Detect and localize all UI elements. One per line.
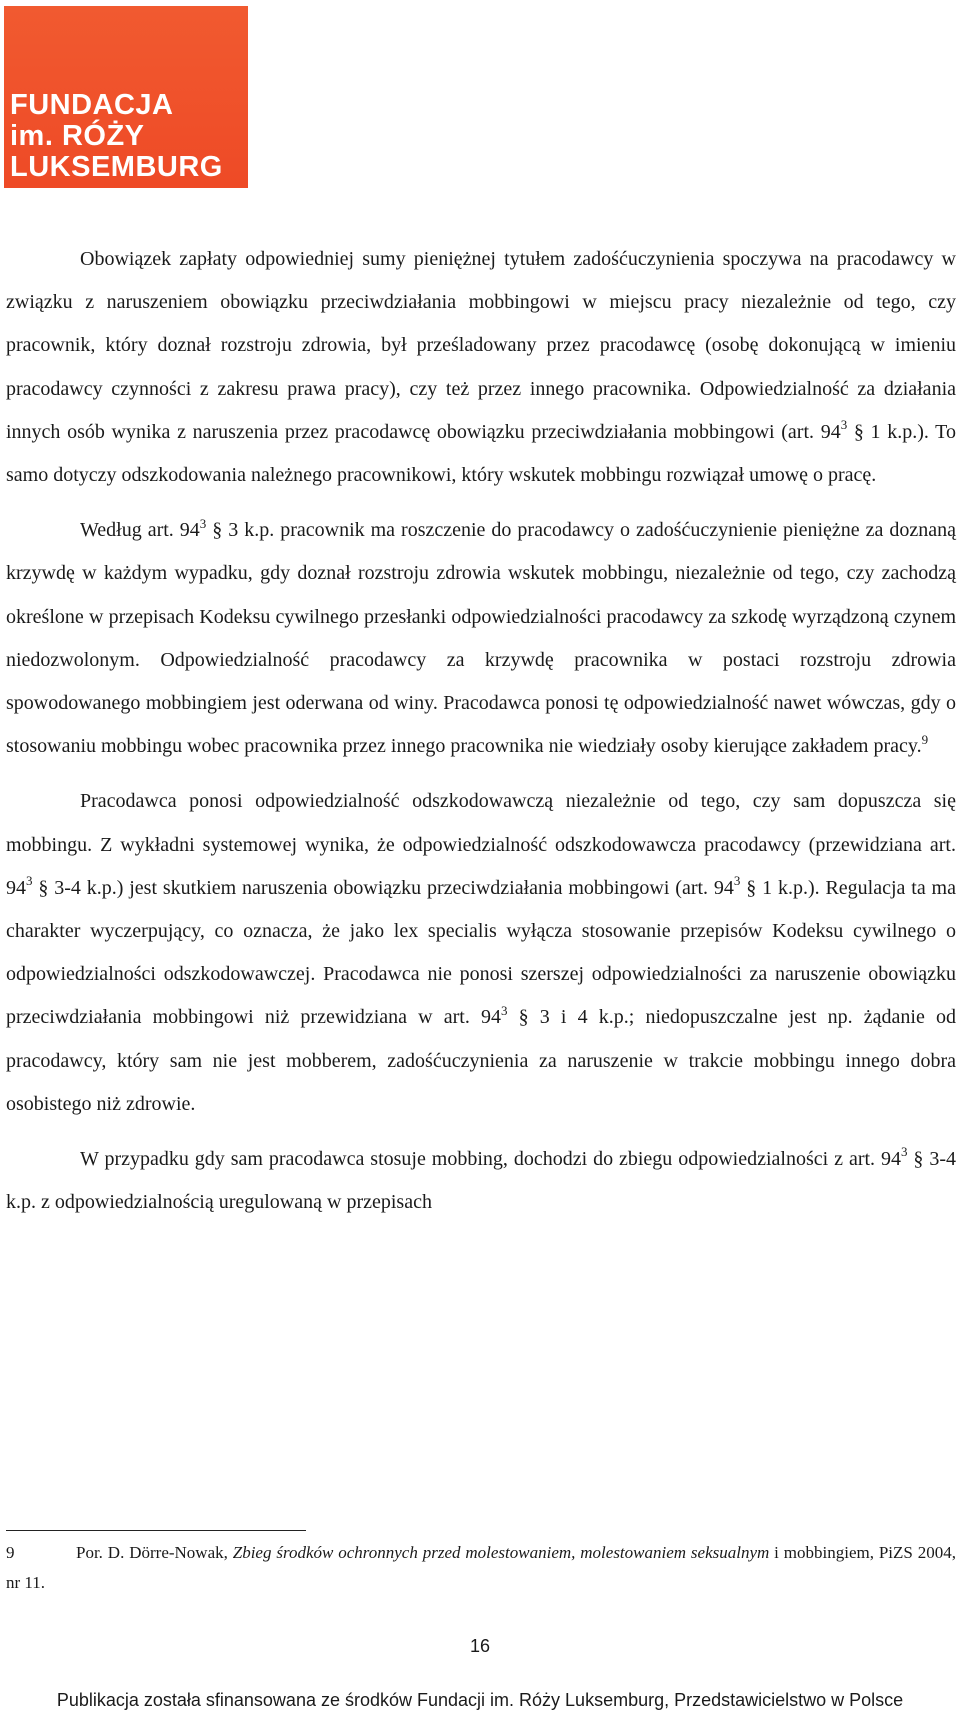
superscript: 3: [501, 1002, 508, 1018]
logo-line-2: im. RÓŻY: [10, 120, 145, 152]
superscript: 3: [840, 417, 848, 433]
paragraph-1: [6, 238, 956, 497]
paragraph-3-text-a: Pracodawca ponosi odpowiedzialność odszkodowawczą niezależnie od tego, czy sam dopuszcza się mobbingu. Z wykładni systemowej wynika, że odpowiedzialność odszkodowawcza pracodawcy (przewidziana art. 94: [6, 790, 956, 899]
logo-text: [10, 90, 223, 183]
logo-line-3: LUKSEMBURG: [10, 151, 223, 183]
page-footer: Publikacja została sfinansowana ze środków Fundacji im. Róży Luksemburg, Przedstawicielstwo w Polsce: [56, 1690, 904, 1710]
paragraph-3-text-b: § 3-4 k.p.) jest skutkiem naruszenia obowiązku przeciwdziałania mobbingowi (art. 94: [32, 876, 734, 899]
superscript: 3: [26, 873, 33, 889]
paragraph-3-text-d: § 3 i 4 k.p.; niedopuszczalne jest np. żądanie od pracodawcy, który sam nie jest mobberem, zadośćuczynienia za naruszenie w trakcie mobbingu innego dobra osobistego niż zdrowie.: [6, 1006, 957, 1115]
footnote-title: Zbieg środków ochronnych przed molestowaniem, molestowaniem seksualnym: [232, 1543, 770, 1562]
paragraph-4: [6, 1138, 956, 1224]
paragraph-2-text-b: § 3 k.p. pracownik ma roszczenie do pracodawcy o zadośćuczynienie pieniężne za doznaną krzywdę w każdym wypadku, gdy doznał rozstroju zdrowia wskutek mobbingu, niezależnie od tego, czy zachodzą określone w przepisach Kodeksu cywilnego przesłanki odpowiedzialności pracodawcy za szkodę wyrządzoną czynem niedozwolonym. Odpowiedzialność pracodawcy za krzywdę pracownika w postaci rozstroju zdrowia spowodowanego mobbingiem jest oderwana od winy. Pracodawca ponosi tę odpowiedzialność nawet wówczas, gdy o stosowaniu mobbingu wobec pracownika przez innego pracownika nie wiedziały osoby kierujące zakładem pracy.: [6, 519, 956, 758]
footnote: [6, 1538, 956, 1598]
document-body: [6, 238, 956, 1224]
paragraph-4-text-a: W przypadku gdy sam pracodawca stosuje mobbing, dochodzi do zbiegu odpowiedzialności z art. 94: [80, 1148, 901, 1171]
footnote-text-before: Por. D. Dörre-Nowak,: [76, 1543, 233, 1562]
footnote-separator: [6, 1530, 306, 1531]
paragraph-3: [6, 780, 956, 1126]
paragraph-2-text-a: Według art. 94: [80, 519, 200, 542]
footnote-number: 9: [6, 1543, 15, 1562]
paragraph-4-text-b: § 3-4 k.p. z odpowiedzialnością uregulowaną w przepisach: [6, 1148, 956, 1214]
paragraph-2: [6, 509, 956, 768]
paragraph-1-text-b: § 1 k.p.). To samo dotyczy odszkodowania należnego pracownikowi, który wskutek mobbingu rozwiązał umowę o pracę.: [6, 420, 956, 487]
superscript: 3: [900, 1144, 908, 1160]
superscript: 3: [199, 515, 207, 531]
paragraph-1-text-a: Obowiązek zapłaty odpowiedniej sumy pieniężnej tytułem zadośćuczynienia spoczywa na pracodawcy w związku z naruszeniem obowiązku przeciwdziałania mobbingowi w miejscu pracy niezależnie od tego, czy pracownik, który doznał rozstroju zdrowia, był prześladowany przez pracodawcę (osobę dokonującą w imieniu pracodawcy czynności z zakresu prawa pracy), czy też przez innego pracownika. Odpowiedzialność za działania innych osób wynika z naruszenia przez pracodawcę obowiązku przeciwdziałania mobbingowi (art. 94: [6, 248, 956, 443]
superscript: 3: [733, 873, 741, 889]
page-number: 16: [469, 1636, 491, 1656]
logo-line-1: FUNDACJA: [10, 89, 174, 121]
footnote-reference[interactable]: 9: [921, 731, 929, 747]
foundation-logo: [4, 6, 248, 188]
paragraph-3-text-c: § 1 k.p.). Regulacja ta ma charakter wyczerpujący, co oznacza, że jako lex specialis wyłącza stosowanie przepisów Kodeksu cywilnego o odpowiedzialności odszkodowawczej. Pracodawca nie ponosi szerszej odpowiedzialności za naruszenie obowiązku przeciwdziałania mobbingowi niż przewidziana w art. 94: [6, 876, 956, 1029]
footnote-text-after: i mobbingiem, PiZS 2004, nr 11.: [6, 1543, 956, 1592]
